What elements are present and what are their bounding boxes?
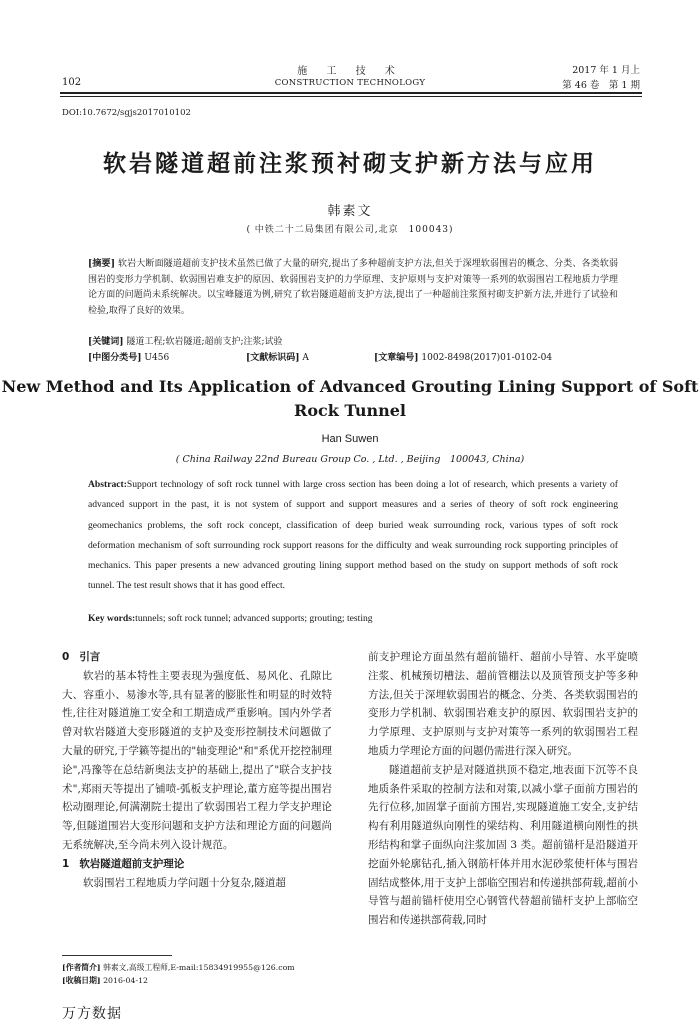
abstract-en-text: Support technology of soft rock tunnel with large cross section has been doing a lot of research, which presents a variety of advanced support in the past, it is not system of support and support measures and a series of theory of soft rock engineering geomechanics problems, the soft rock concept, classification of deep buried weak surrounding rock, various types of soft rock deformation mechanism of soft surrounding rock support reasons for the difficulty and weak surrounding rock supporting principles of mechanics. This paper presents a new advanced grouting lining support method based on the study on support methods of soft rock tunnel. The test result shows that it has good effect. [88,479,618,592]
abstract-cn-text: 软岩大断面隧道超前支护技术虽然已做了大量的研究,提出了多种超前支护方法,但关于深埋软弱围岩的概念、分类、各类软弱围岩的变形力学机制、软弱围岩难支护的原因、软弱围岩支护的力学原理、支护原则与支护对策等一系列的软弱围岩工程地质力学理论方面的问题尚未系统解决。以宝峰隧道为例,研究了软岩隧道超前支护方法,提出了一种超前注浆预衬砌支护新方法,并进行了试验和检验,取得了良好的效果。 [88,259,618,316]
author-cn: 韩素文 [327,204,373,219]
journal-name-cn: 施 工 技 术 [297,66,403,77]
affiliation-cn: ( 中铁二十二局集团有限公司,北京 100043) [246,225,454,235]
journal-name-en: CONSTRUCTION TECHNOLOGY [274,78,426,88]
abstract-cn-label: [摘要] [88,259,115,269]
keywords-en-text: tunnels; soft rock tunnel; advanced supports; grouting; testing [135,613,373,624]
keywords-en [88,613,618,624]
keywords-en-label: Key words: [88,613,136,624]
footnote-received: [收稿日期] 2016-04-12 [62,975,149,985]
affiliation-en: ( China Railway 22nd Bureau Group Co. , Ltd. , Beijing 100043, China) [175,454,525,465]
paragraph-intro: 软岩的基本特性主要表现为强度低、易风化、孔隙比大、容重小、易渗水等,具有显著的膨胀性和明显的时效特性,往往对隧道施工安全和工期造成严重影响。国内外学者曾对软岩隧道大变形隧道的支护及变形控制技术问题做了大量的研究,于学籁等提出的"轴变理论"和"系优开挖控制理论",冯豫等在总结新奥法支护的基础上,提出了"联合支护技术",郑雨天等提出了铺喷-弧板支护理论,董方庭等提出围岩松动圈理论,何满潮院士提出了软弱围岩工程力学支护理论等,但隧道围岩大变形问题和支护方法和理论方面的问题尚无系统解决,至今尚未列入设计规范。 [62,669,332,851]
clc-field: [中图分类号] U456 [88,353,170,363]
watermark: 万方数据 [62,1006,122,1022]
paragraph-theory-cont: 前支护理论方面虽然有超前锚杆、超前小导管、水平旋喷注浆、机械预切槽法、超前管棚法以及顶管预支护等多种方法,但关于深埋软弱围岩的概念、分类、各类软弱围岩的变形力学机制、软弱围岩难支护的原因、软弱围岩支护的力学原理、支护原则与支护对策等一系列的软弱围岩工程地质力学理论方面的问题仍需进行深入研究。 [368,651,638,757]
doc-code-field: [文献标识码] A [246,353,309,363]
footnote-author: [作者简介] 韩素文,高级工程师,E-mail:15834919955@126.com [62,963,295,972]
body-column-right [368,648,638,930]
title-cn: 软岩隧道超前注浆预衬砌支护新方法与应用 [103,150,597,177]
footnote-rule [62,955,172,956]
page-number: 102 [62,77,82,88]
paragraph-advanced-support: 隧道超前支护是对隧道拱顶不稳定,地表面下沉等不良地质条件采取的控制方法和对策,以减小掌子面前方围岩的先行位移,加固掌子面前方围岩,实现隧道施工安全,支护结构有利用隧道纵向刚性的梁结构、利用隧道横向刚性的拱形结构和掌子面纵向注浆加固 3 类。超前锚杆是沿隧道开挖面外轮廓钻孔,插入钢筋杆体并用水泥砂浆使杆体与围岩固结成整体,用于支护上部临空围岩和传递拱部荷载,超前小导管与超前锚杆使用空心钢管代替超前锚杆支护上部临空围岩和传递拱部荷载,同时 [368,763,638,927]
abstract-cn [88,257,618,319]
paragraph-theory-start: 软弱围岩工程地质力学问题十分复杂,隧道超 [83,876,286,889]
title-en: New Method and Its Application of Advanced Grouting Lining Support of Soft Rock Tunnel [1,377,699,420]
author-en: Han Suwen [321,433,379,445]
section-1-heading: 1 软岩隧道超前支护理论 [62,857,185,870]
abstract-en [88,475,618,597]
volume-issue: 第 46 卷 第 1 期 [562,80,640,91]
keywords-cn-text: 隧道工程;软岩隧道;超前支护;注浆;试验 [126,337,283,347]
footnote [62,962,332,987]
header-rule [60,92,642,94]
keywords-cn-label: [关键词] [88,337,124,347]
abstract-en-label: Abstract: [88,479,127,490]
keywords-cn [88,335,618,351]
section-0-heading: 0 引言 [62,651,101,663]
body-column-left [62,648,332,892]
doi: DOI:10.7672/sgjs2017010102 [62,108,191,118]
header-rule-thin [60,96,642,97]
article-number-field: [文章编号] 1002-8498(2017)01-0102-04 [374,353,553,363]
issue-date: 2017 年 1 月上 [572,65,640,76]
